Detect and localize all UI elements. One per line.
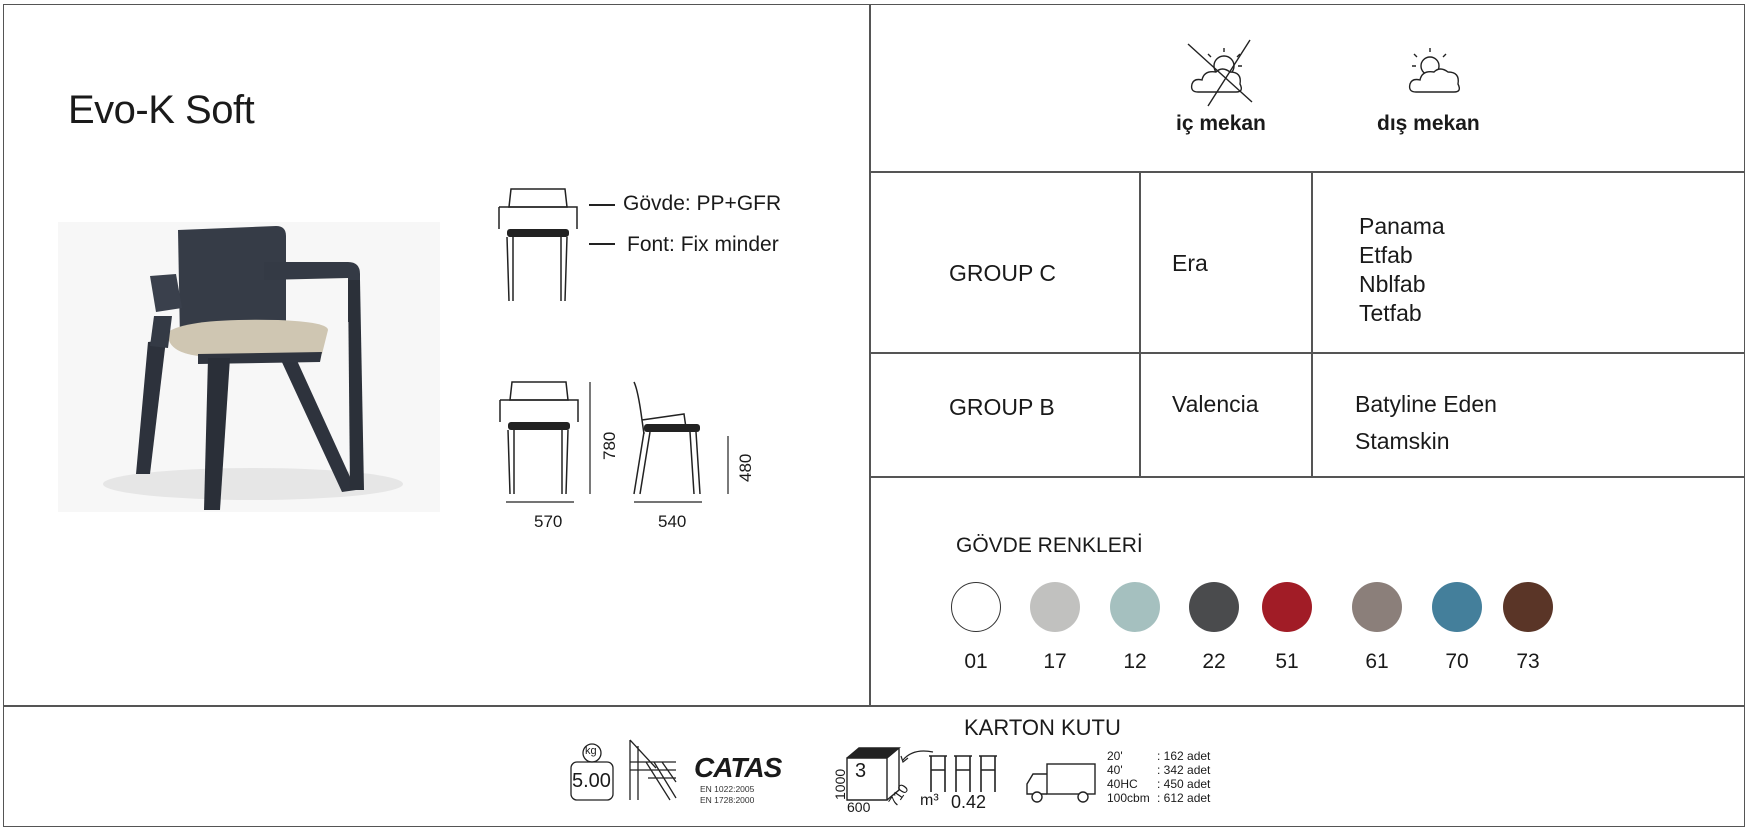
color-swatch: [1189, 582, 1239, 632]
cert-standards: [700, 784, 754, 806]
container-type: 40': [1107, 763, 1123, 777]
volume-unit: m³: [920, 792, 939, 809]
color-code: 22: [1202, 650, 1226, 673]
container-qty: : 162 adet: [1157, 749, 1211, 763]
dim-seat-height: 480: [736, 453, 755, 482]
color-code: 12: [1123, 650, 1147, 673]
dim-height: 780: [600, 431, 619, 460]
fabric-item: Batyline Eden: [1355, 391, 1497, 417]
chair-photo: [58, 222, 440, 512]
cert-line: EN 1728:2000: [700, 795, 755, 805]
box-count: 3: [855, 760, 867, 782]
container-types: [1107, 749, 1150, 805]
container-qty: : 342 adet: [1157, 763, 1211, 777]
container-type: 100cbm: [1107, 791, 1150, 805]
divider-usage: [869, 171, 1745, 173]
group-b-label: GROUP B: [949, 394, 1055, 420]
packaging-title: KARTON KUTU: [964, 715, 1121, 740]
color-swatch: [1503, 582, 1553, 632]
fabric-item: Stamskin: [1355, 428, 1450, 454]
truck-icon: [1025, 762, 1097, 804]
color-swatch: [1352, 582, 1402, 632]
weight-value: 5.00: [572, 770, 611, 792]
weight-unit: kg: [585, 745, 597, 757]
box-height: 1000: [832, 768, 848, 800]
color-code: 73: [1516, 650, 1540, 673]
color-code: 17: [1043, 650, 1067, 673]
side-dimension-drawing: [630, 380, 740, 510]
stacked-chairs-icon: [927, 754, 1003, 794]
color-code: 51: [1275, 650, 1299, 673]
divider-col-2: [1311, 171, 1313, 477]
color-swatch: [1030, 582, 1080, 632]
container-qty: : 450 adet: [1157, 777, 1211, 791]
group-b-fabrics: [1355, 386, 1497, 460]
product-title: Evo-K Soft: [68, 88, 255, 132]
spec-body: Gövde: PP+GFR: [623, 192, 782, 215]
container-qty: : 612 adet: [1157, 791, 1211, 805]
catas-logo: CATAS: [694, 752, 782, 783]
fabric-item: Tetfab: [1359, 300, 1422, 326]
group-b-name: Valencia: [1172, 391, 1259, 417]
group-c-name: Era: [1172, 250, 1208, 276]
color-code: 61: [1365, 650, 1389, 673]
chair-spec-drawing: [497, 185, 597, 305]
color-code: 01: [964, 650, 988, 673]
indoor-weather-icon: [1186, 40, 1256, 110]
color-code: 70: [1445, 650, 1469, 673]
stackable-icon: [626, 738, 678, 802]
spec-leader-body: [589, 204, 615, 206]
color-swatch: [951, 582, 1001, 632]
container-type: 20': [1107, 749, 1123, 763]
divider-bottom: [3, 705, 1745, 707]
dim-side-depth: 540: [658, 512, 687, 531]
body-colors-title: GÖVDE RENKLERİ: [956, 534, 1143, 557]
group-c-label: GROUP C: [949, 260, 1056, 286]
divider-vertical-main: [869, 4, 871, 706]
fabric-item: Etfab: [1359, 242, 1413, 268]
fabric-item: Panama: [1359, 213, 1445, 239]
cert-line: EN 1022:2005: [700, 784, 755, 794]
color-swatch: [1262, 582, 1312, 632]
volume-value: 0.42: [951, 792, 987, 812]
container-quantities: [1157, 749, 1210, 805]
fabric-item: Nblfab: [1359, 271, 1426, 297]
container-type: 40HC: [1107, 777, 1138, 791]
usage-outdoor-label: dış mekan: [1377, 112, 1480, 135]
usage-indoor-label: iç mekan: [1176, 112, 1266, 135]
front-dimension-drawing: [498, 378, 598, 508]
color-swatch: [1432, 582, 1482, 632]
group-c-fabrics: [1359, 212, 1445, 328]
box-depth: 710: [885, 780, 912, 810]
divider-group-c: [869, 352, 1745, 354]
spec-cushion: Font: Fix minder: [627, 233, 779, 256]
box-width: 600: [847, 799, 871, 815]
divider-col-1: [1139, 171, 1141, 477]
outdoor-weather-icon: [1400, 44, 1470, 104]
divider-group-b: [869, 476, 1745, 478]
color-swatch: [1110, 582, 1160, 632]
dim-front-width: 570: [534, 512, 563, 531]
spec-leader-cushion: [589, 243, 615, 245]
